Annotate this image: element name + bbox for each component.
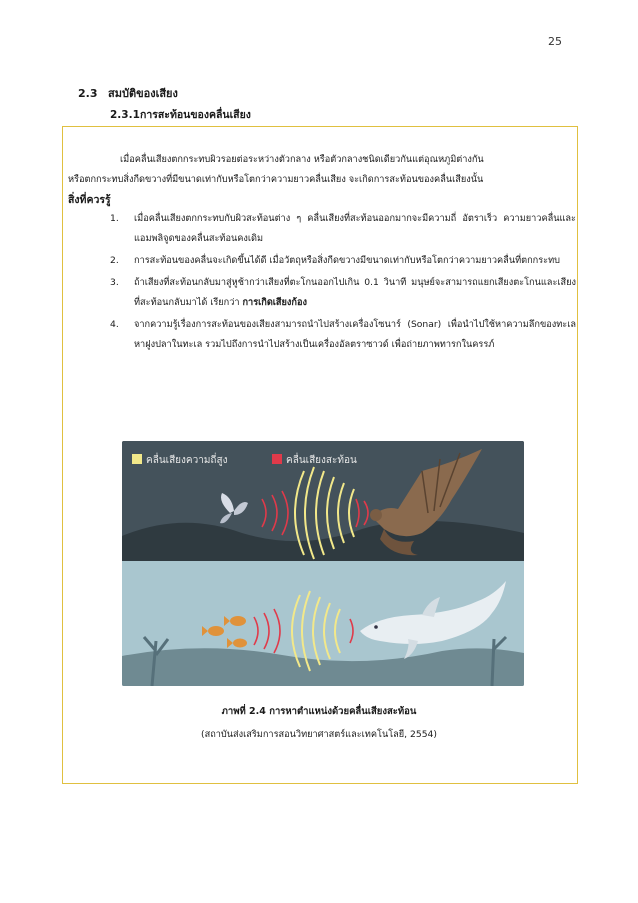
points-list [110,209,576,357]
list-item [110,273,576,313]
figure-source: (สถาบันส่งเสริมการสอนวิทยาศาสตร์และเทคโนโลยี, 2554) [201,729,437,740]
intro-paragraph [68,150,576,190]
section-title: สมบัติของเสียง [108,87,178,100]
subsection-title: การสะท้อนของคลื่นเสียง [140,109,251,121]
list-item-text [134,273,576,313]
list-item-text: การสะท้อนของคลื่นจะเกิดขึ้นได้ดี เมื่อวัตถุหรือสิ่งกีดขวางมีขนาดเท่ากับหรือโตกว่าความยาวคลื่นที่ตกกระทบ [134,255,561,266]
echo-term: การเกิดเสียงก้อง [242,297,307,308]
intro-line-1: เมื่อคลื่นเสียงตกกระทบผิวรอยต่อระหว่างตัวกลาง หรือตัวกลางชนิดเดียวกันแต่อุณหภูมิต่างกัน [120,154,484,165]
list-item-text: จากความรู้เรื่องการสะท้อนของเสียงสามารถนำไปสร้างเครื่องโซนาร์ (Sonar) เพื่อนำไปใช้หาความลึกของทะเล หาฝูงปลาในทะเล รวมไปถึงการนำไปสร้างเป็นเครื่องอัลตราซาวด์ เพื่อถ่ายภาพทารกในครรภ์ [134,319,576,350]
list-item [110,251,576,271]
list-item-number: 4. [110,319,119,330]
learn-heading: สิ่งที่ควรรู้ [68,194,111,206]
list-item-text: เมื่อคลื่นเสียงตกกระทบกับผิวสะท้อนต่าง ๆ คลื่นเสียงที่สะท้อนออกมากจะมีความถี่ อัตราเร็ว ความยาวคลื่นและแอมพลิจูดของคลื่นสะท้อนคงเดิม [134,213,576,244]
list-item [110,315,576,355]
page-number: 25 [548,35,562,48]
legend-swatch-echo [272,454,282,464]
legend-swatch-high [132,454,142,464]
subsection-heading [110,106,251,123]
list-item [110,209,576,249]
intro-line-2: หรือตกกระทบสิ่งกีดขวางที่มีขนาดเท่ากับหรือโตกว่าความยาวคลื่นเสียง จะเกิดการสะท้อนของคลื่นเสียงนั้น [68,174,484,185]
list-item-number: 3. [110,277,119,288]
section-heading [78,84,178,102]
section-number: 2.3 [78,87,98,100]
legend-label-high: คลื่นเสียงความถี่สูง [146,455,228,466]
legend-label-echo: คลื่นเสียงสะท้อน [286,455,357,466]
list-item-text-part: ถ้าเสียงที่สะท้อนกลับมาสู่หูช้ากว่าเสียงที่ตะโกนออกไปเกิน 0.1 วินาที มนุษย์จะสามารถแยกเสียงตะโกนและเสียงที่สะท้อนกลับมาได้ เรียกว่า [134,277,576,308]
list-item-number: 1. [110,213,119,224]
echolocation-figure [122,441,524,686]
figure-caption: ภาพที่ 2.4 การหาตำแหน่งด้วยคลื่นเสียงสะท้อน [221,706,417,717]
list-item-number: 2. [110,255,119,266]
subsection-number: 2.3.1 [110,109,140,121]
